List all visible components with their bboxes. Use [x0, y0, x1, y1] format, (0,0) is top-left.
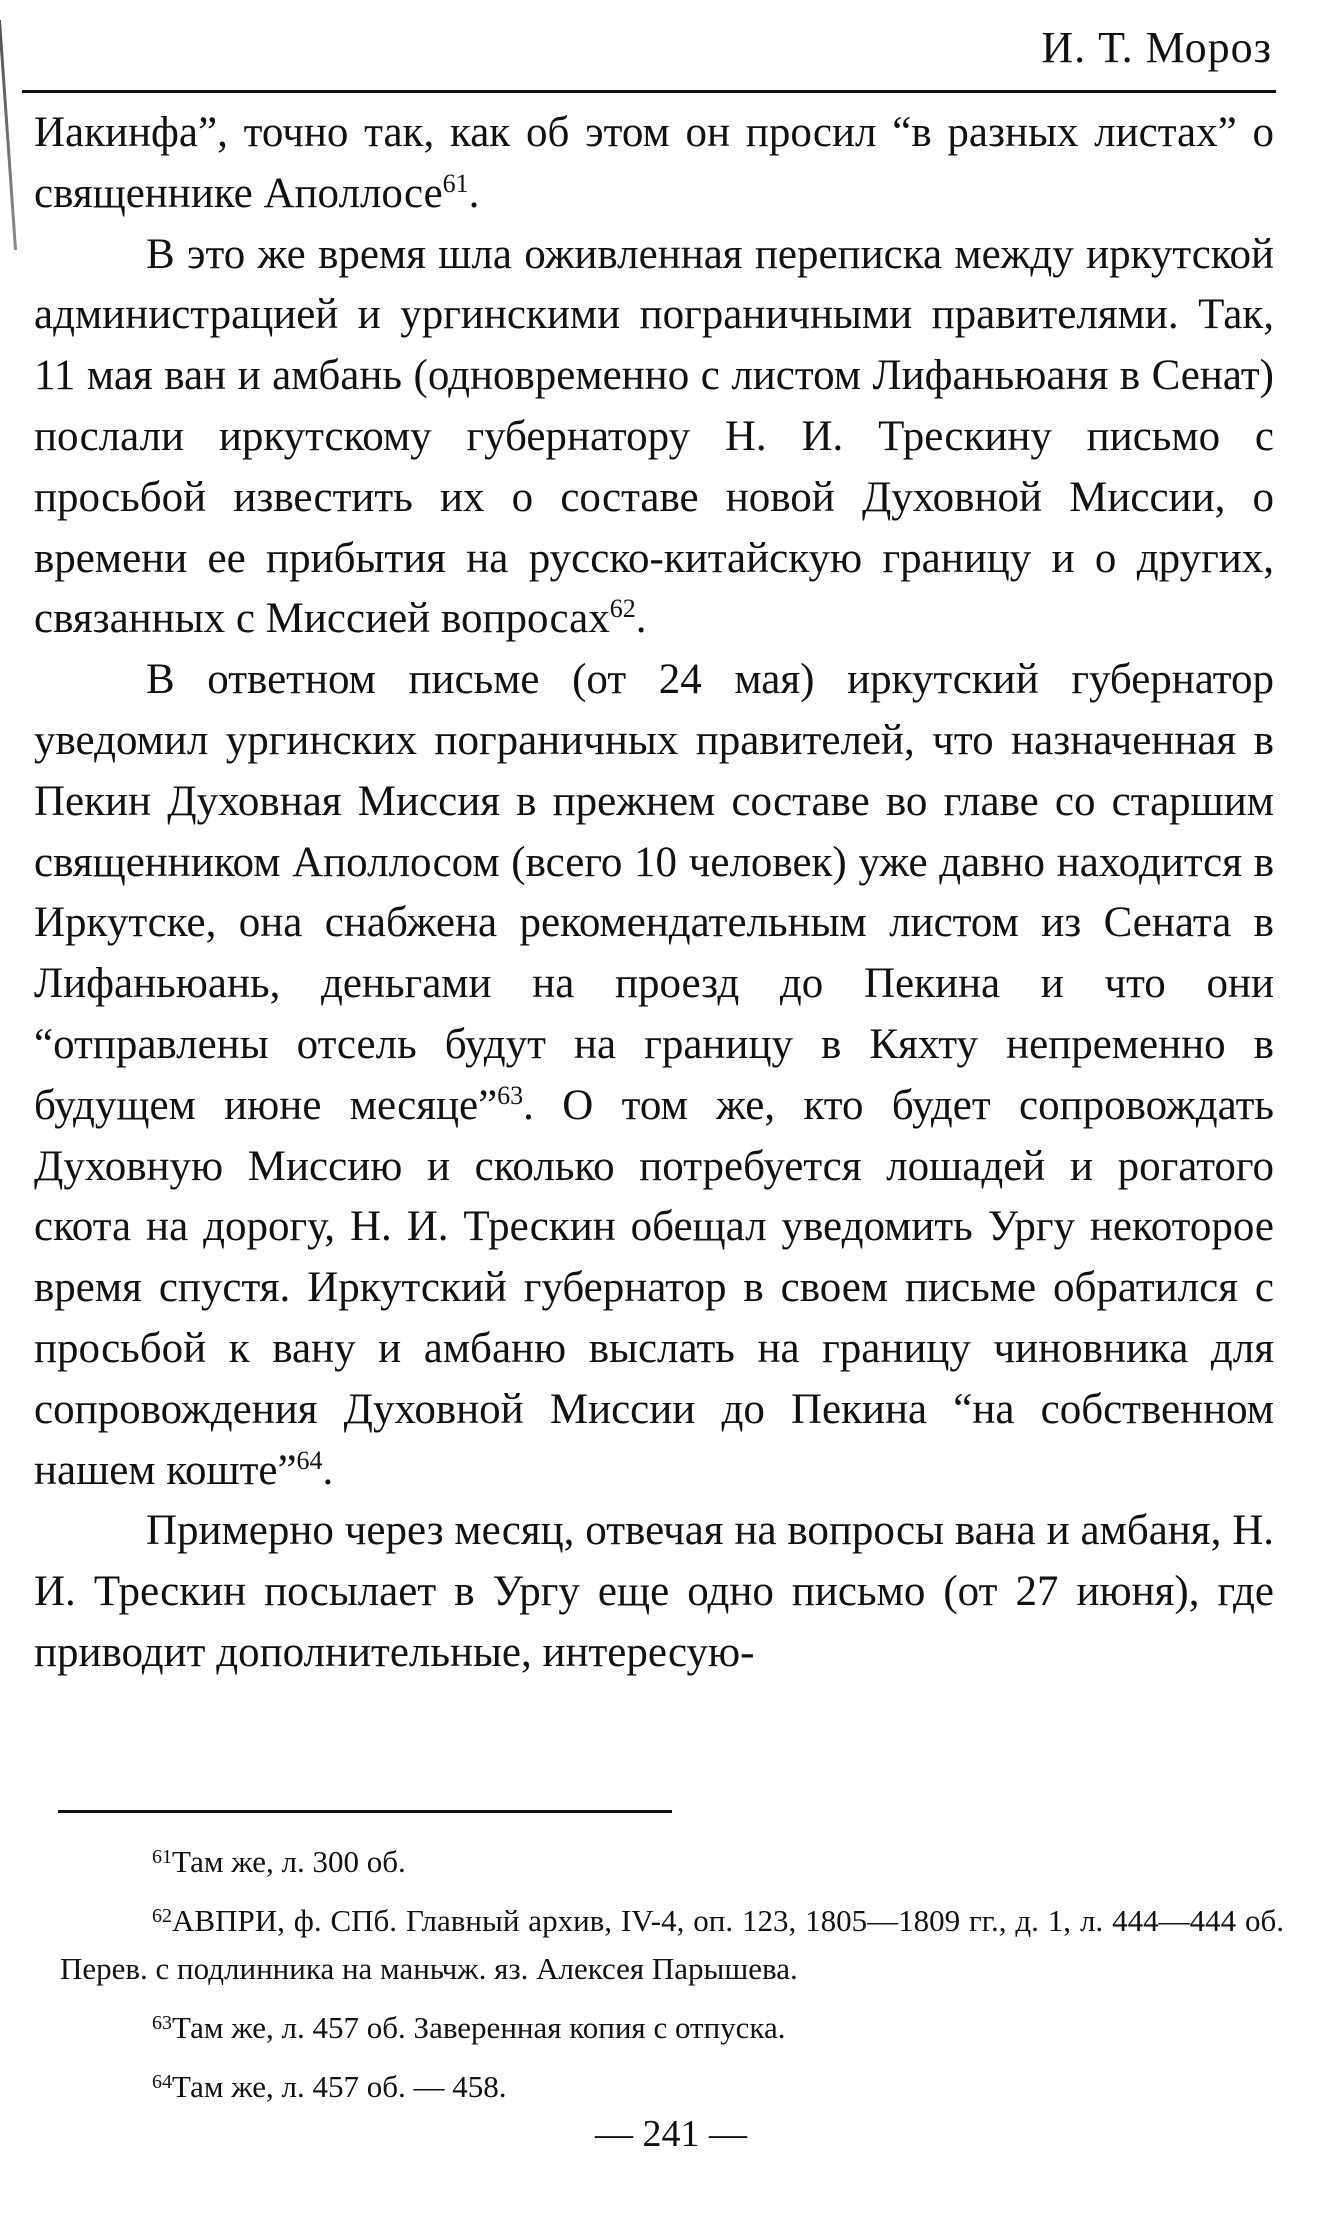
footnote-text: Там же, л. 457 об. Заверенная копия с отпуска.: [172, 2010, 786, 2045]
paragraph-text: .: [468, 169, 480, 217]
footnote-number: 64: [152, 2071, 172, 2093]
paragraph-text: .: [635, 595, 647, 643]
footnote-number: 62: [152, 1905, 172, 1927]
paragraph-2: [34, 225, 1274, 651]
paragraph-text: В ответном письме (от 24 мая) иркутский губернатор уведомил ургинских пограничных правителей, что назначенная в Пекин Духовная Миссия в прежнем составе во главе со старшим священником Аполлосом (всего 10 человек) уже давно находится в Иркутске, она снабжена рекомендательным листом из Сената в Лифаньюань, деньгами на проезд до Пекина и что они “отправлены отсель будут на границу в Кяхту непременно в будущем июне месяце”: [34, 656, 1274, 1129]
footnote-ref-61[interactable]: 61: [442, 168, 469, 198]
footnote-64: [60, 2063, 1284, 2111]
scan-edge-artifact: [0, 20, 17, 250]
paragraph-1: [34, 103, 1274, 225]
footnote-number: 63: [152, 2012, 172, 2034]
paragraph-text: Примерно через месяц, отвечая на вопросы вана и амбаня, Н. И. Трескин посылает в Ургу еще одно письмо (от 27 июня), где приводит дополнительные, интересую-: [34, 1507, 1274, 1676]
footnote-61: [60, 1838, 1284, 1886]
paragraph-text: .: [322, 1446, 334, 1494]
footnote-62: [60, 1897, 1284, 1993]
header-rule: [22, 90, 1276, 93]
footnote-text: Там же, л. 300 об.: [172, 1844, 406, 1879]
running-head: И. Т. Мороз: [1041, 23, 1272, 72]
footnote-63: [60, 2004, 1284, 2052]
main-text: [34, 103, 1274, 1684]
footnotes: [60, 1838, 1284, 2122]
footnote-ref-63[interactable]: 63: [497, 1080, 524, 1110]
paragraph-text: В это же время шла оживленная переписка между иркутской администрацией и ургинскими пограничными правителями. Так, 11 мая ван и амбань (одновременно с листом Лифаньюаня в Сенат) послали иркутскому губернатору Н. И. Трескину письмо с просьбой известить их о составе новой Духовной Миссии, о времени ее прибытия на русско-китайскую границу и о других, связанных с Миссией вопросах: [34, 230, 1274, 643]
paragraph-text: . О том же, кто будет сопровождать Духовную Миссию и сколько потребуется лошадей и рогатого скота на дорогу, Н. И. Трескин обещал уведомить Ургу некоторое время спустя. Иркутский губернатор в своем письме обратился с просьбой к вану и амбаню выслать на границу чиновника для сопровождения Духовной Миссии до Пекина “на собственном нашем коште”: [34, 1081, 1275, 1494]
footnote-text: АВПРИ, ф. СПб. Главный архив, IV-4, оп. 123, 1805—1809 гг., д. 1, л. 444—444 об. Перев. с подлинника на маньчж. яз. Алексея Парышева.: [60, 1903, 1284, 1986]
paragraph-3: [34, 650, 1274, 1501]
footnote-ref-62[interactable]: 62: [609, 594, 636, 624]
footnote-rule: [58, 1810, 672, 1813]
footnote-text: Там же, л. 457 об. — 458.: [172, 2069, 507, 2104]
footnote-ref-64[interactable]: 64: [296, 1445, 323, 1475]
paragraph-text: Иакинфа”, точно так, как об этом он просил “в разных листах” о священнике Аполлосе: [34, 109, 1274, 217]
page-number: — 241 —: [595, 2113, 747, 2155]
paragraph-4: [34, 1501, 1274, 1683]
footnote-number: 61: [152, 1846, 172, 1868]
